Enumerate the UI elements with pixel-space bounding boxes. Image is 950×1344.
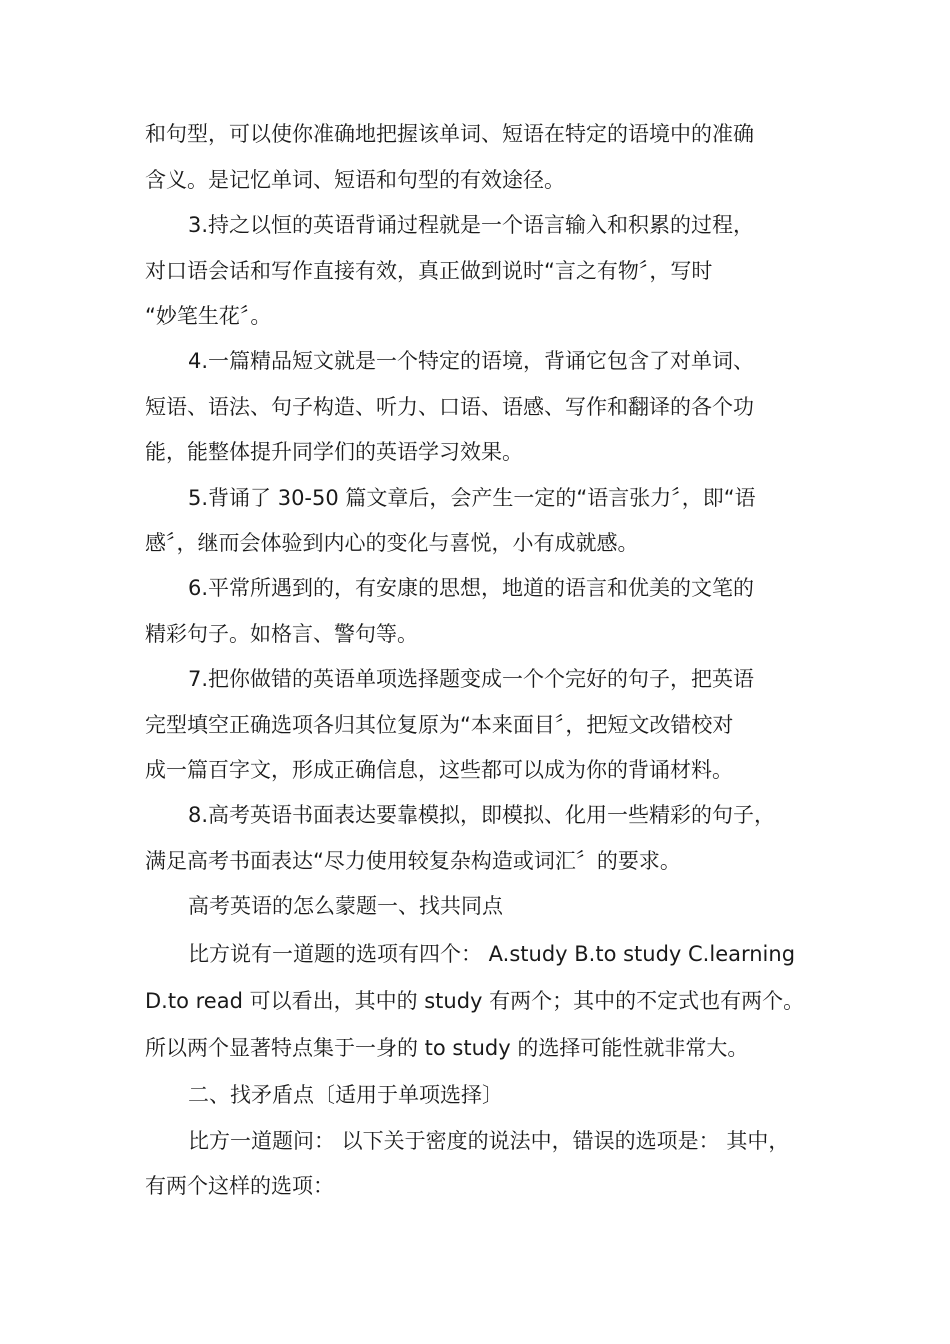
text-line: 对口语会话和写作直接有效，真正做到说时“言之有物〞，写时: [145, 259, 713, 283]
text-line: 比方一道题问： 以下关于密度的说法中，错误的选项是： 其中，: [188, 1129, 790, 1153]
text-line: 完型填空正确选项各归其位复原为“本来面目〞，把短文改错校对: [145, 713, 734, 737]
text-line: D.to read 可以看出，其中的 study 有两个；其中的不定式也有两个。: [145, 989, 805, 1013]
text-line: 7.把你做错的英语单项选择题变成一个个完好的句子，把英语: [188, 667, 755, 691]
text-line: 能，能整体提升同学们的英语学习效果。: [145, 440, 523, 464]
text-line: 感〞，继而会体验到内心的变化与喜悦，小有成就感。: [145, 531, 639, 555]
text-line: 比方说有一道题的选项有四个： A.study B.to study C.learning: [188, 942, 796, 966]
text-line: 5.背诵了 30-50 篇文章后，会产生一定的“语言张力〞，即“语: [188, 486, 756, 510]
text-line: 8.高考英语书面表达要靠模拟，即模拟、化用一些精彩的句子，: [188, 803, 776, 827]
text-line: 短语、语法、句子构造、听力、口语、语感、写作和翻译的各个功: [145, 395, 754, 419]
text-line: 所以两个显著特点集于一身的 to study 的选择可能性就非常大。: [145, 1036, 749, 1060]
text-line: 6.平常所遇到的，有安康的思想，地道的语言和优美的文笔的: [188, 576, 755, 600]
text-line: 和句型，可以使你准确地把握该单词、短语在特定的语境中的准确: [145, 122, 754, 146]
text-line: 满足高考书面表达“尽力使用较复杂构造或词汇〞的要求。: [145, 849, 681, 873]
text-line: 精彩句子。如格言、警句等。: [145, 622, 418, 646]
text-line: 3.持之以恒的英语背诵过程就是一个语言输入和积累的过程，: [188, 213, 755, 237]
text-line: 4.一篇精品短文就是一个特定的语境，背诵它包含了对单词、: [188, 349, 755, 373]
text-line: 成一篇百字文，形成正确信息，这些都可以成为你的背诵材料。: [145, 758, 733, 782]
text-line: 有两个这样的选项：: [145, 1174, 334, 1198]
text-line: “妙笔生花〞。: [145, 304, 272, 328]
text-line: 二、找矛盾点〔适用于单项选择〕: [188, 1083, 503, 1107]
text-line: 高考英语的怎么蒙题一、找共同点: [188, 894, 503, 918]
text-line: 含义。是记忆单词、短语和句型的有效途径。: [145, 168, 565, 192]
